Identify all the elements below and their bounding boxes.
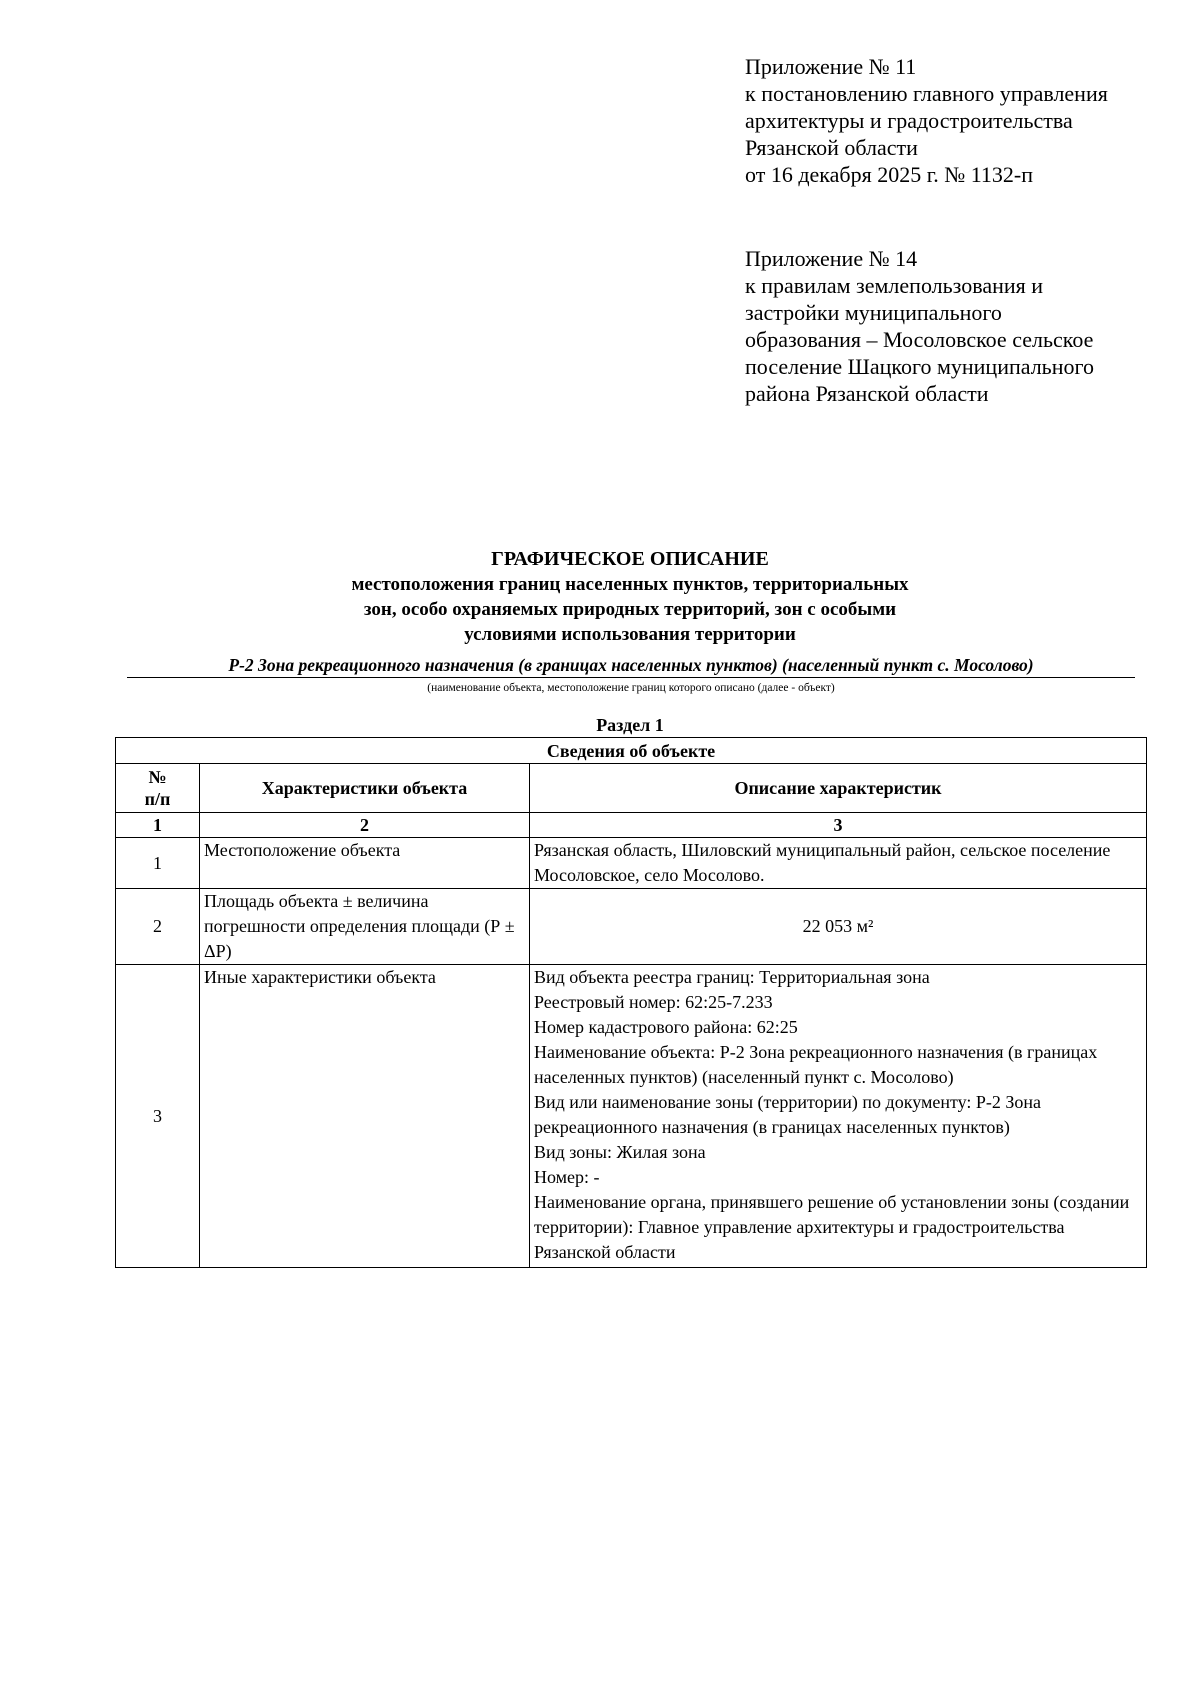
annex-14-line: поселение Шацкого муниципального: [745, 354, 1094, 379]
table-header-row: [116, 764, 1147, 813]
row-characteristic: Местоположение объекта: [200, 838, 530, 889]
row-description: [530, 965, 1147, 1268]
header-characteristic: Характеристики объекта: [200, 764, 530, 813]
header-description: Описание характеристик: [530, 764, 1147, 813]
description-line: 22 053 м²: [802, 916, 874, 936]
table-row: [116, 838, 1147, 889]
table-row: [116, 889, 1147, 965]
row-characteristic: Площадь объекта ± величина погрешности определения площади (Р ± ΔР): [200, 889, 530, 965]
description-line: Реестровый номер: 62:25-7.233: [534, 992, 773, 1012]
annex-11-line: от 16 декабря 2025 г. № 1132-п: [745, 162, 1034, 187]
title-line: местоположения границ населенных пунктов, территориальных: [351, 574, 909, 595]
row-description: [530, 838, 1147, 889]
annex-11-line: архитектуры и градостроительства: [745, 108, 1073, 133]
title-line: зон, особо охраняемых природных территорий, зон с особыми: [363, 599, 897, 620]
annex-11-line: Приложение № 11: [745, 54, 917, 79]
document-title: [125, 547, 1135, 647]
main-title: ГРАФИЧЕСКОЕ ОПИСАНИЕ: [491, 548, 769, 570]
section-title: Раздел 1: [596, 715, 664, 735]
annex-14-line: образования – Мосоловское сельское: [745, 327, 1094, 352]
annex-11-line: Рязанской области: [745, 135, 918, 160]
column-number: 2: [200, 813, 530, 838]
column-numbers-row: [116, 813, 1147, 838]
object-caption: (наименование объекта, местоположение границ которого описано (далее - объект): [427, 682, 835, 694]
annex-14-line: к правилам землепользования и: [745, 273, 1044, 298]
title-line: условиями использования территории: [464, 624, 796, 645]
row-number: 1: [116, 838, 200, 889]
object-info-table: [115, 737, 1147, 1268]
description-line: Номер кадастрового района: 62:25: [534, 1017, 798, 1037]
description-line: Вид объекта реестра границ: Территориальная зона: [534, 967, 930, 987]
annex-11-line: к постановлению главного управления: [745, 81, 1108, 106]
column-number: 3: [530, 813, 1147, 838]
table-row: [116, 965, 1147, 1268]
description-line: Наименование органа, принявшего решение об установлении зоны (создании территории): Главное управление архитектуры и градостроительства Рязанской области: [534, 1192, 1130, 1262]
table-caption-row: [116, 738, 1147, 764]
annex-14-line: района Рязанской области: [745, 381, 989, 406]
description-line: Рязанская область, Шиловский муниципальный район, сельское поселение Мосоловское, село Мосолово.: [534, 840, 1111, 885]
table-caption: Сведения об объекте: [116, 738, 1147, 764]
description-line: Наименование объекта: Р-2 Зона рекреационного назначения (в границах населенных пунктов) (населенный пункт с. Мосолово): [534, 1042, 1098, 1087]
object-name: Р-2 Зона рекреационного назначения (в границах населенных пунктов) (населенный пункт с. Мосолово): [127, 654, 1135, 678]
column-number: 1: [116, 813, 200, 838]
header-number: № п/п: [116, 764, 200, 813]
annex-11-block: [745, 53, 1165, 188]
annex-14-line: Приложение № 14: [745, 246, 918, 271]
row-number: 2: [116, 889, 200, 965]
description-line: Вид зоны: Жилая зона: [534, 1142, 706, 1162]
description-line: Вид или наименование зоны (территории) по документу: Р-2 Зона рекреационного назначения (в границах населенных пунктов): [534, 1092, 1042, 1137]
row-characteristic: Иные характеристики объекта: [200, 965, 530, 1268]
row-description: [530, 889, 1147, 965]
annex-14-line: застройки муниципального: [745, 300, 1002, 325]
row-number: 3: [116, 965, 200, 1268]
annex-14-block: [745, 245, 1165, 407]
description-line: Номер: -: [534, 1167, 600, 1187]
